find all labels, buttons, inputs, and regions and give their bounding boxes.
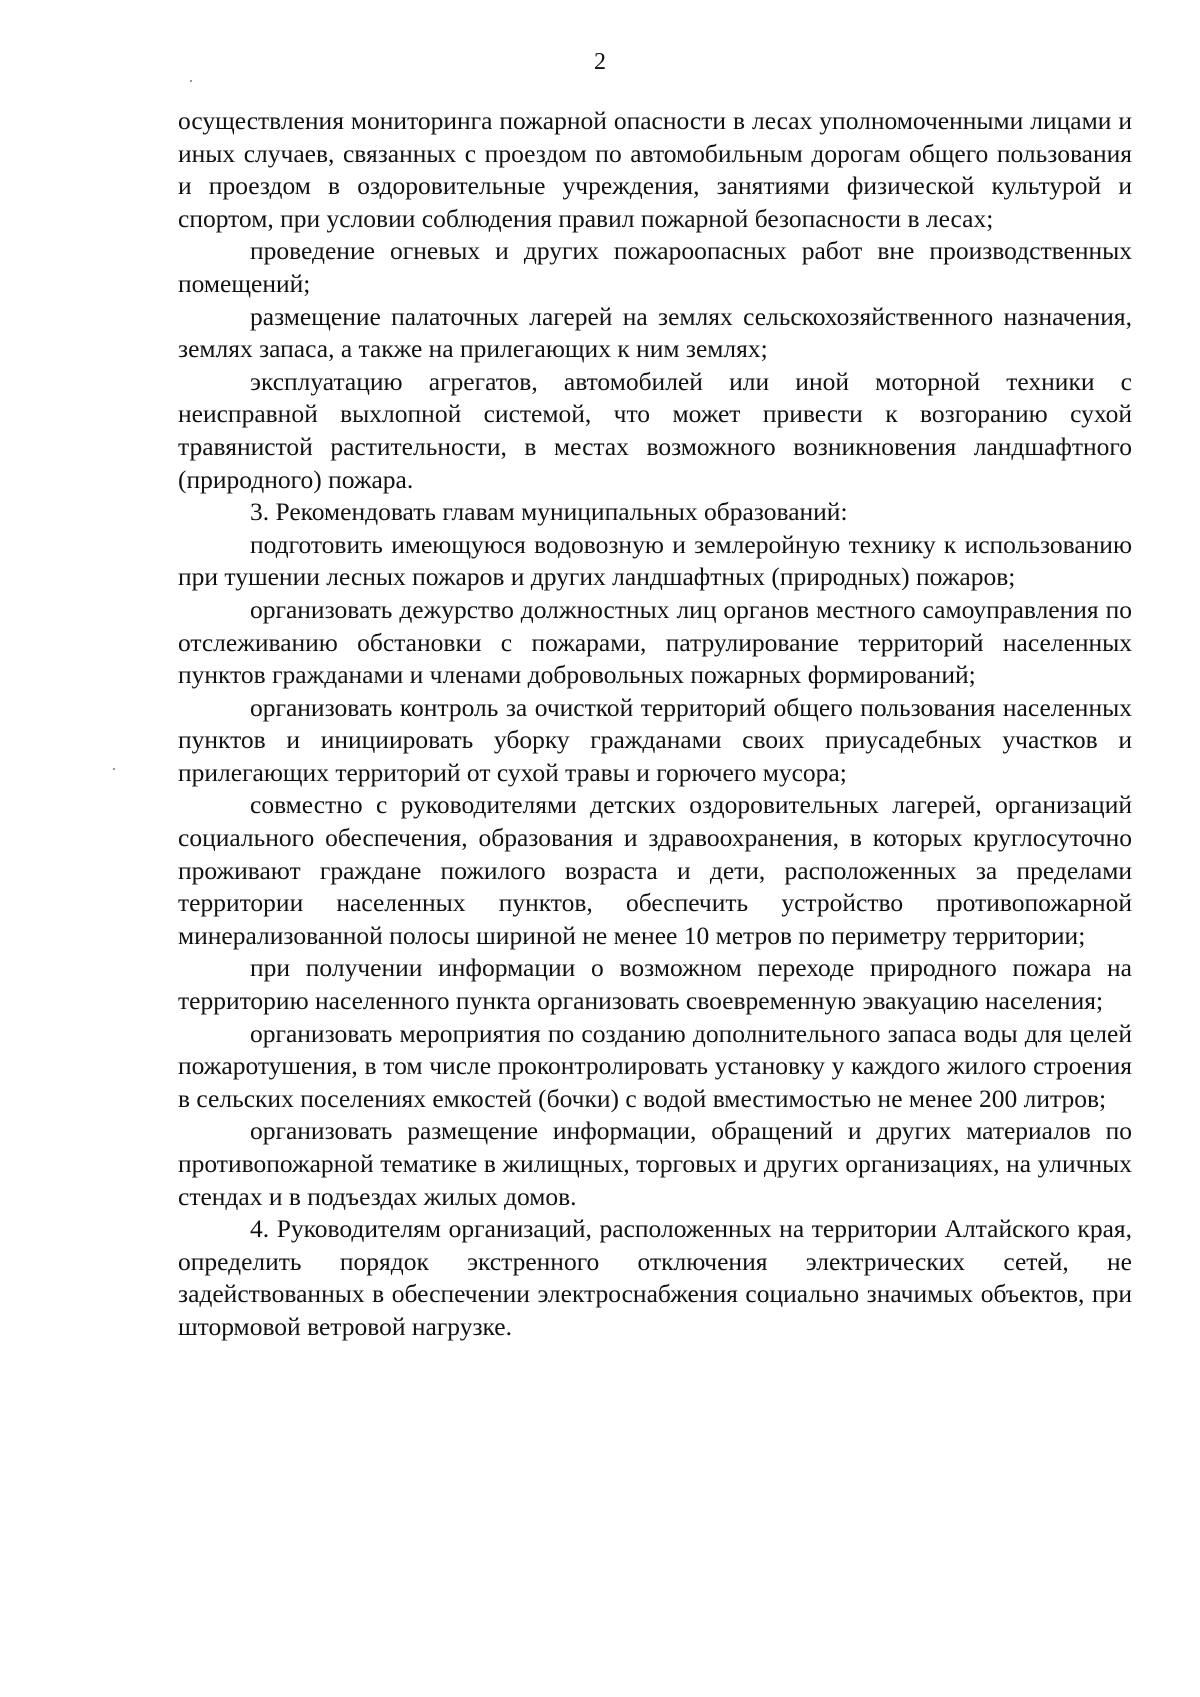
document-body (178, 105, 1132, 1344)
paragraph: организовать дежурство должностных лиц органов местного самоуправления по отслеживанию обстановки с пожарами, патрулирование территорий населенных пунктов гражданами и членами добровольных пожарных формирований; (178, 594, 1132, 690)
scan-speck (190, 80, 192, 82)
paragraph: организовать мероприятия по созданию дополнительного запаса воды для целей пожаротушения, в том числе проконтролировать установку у каждого жилого строения в сельских поселениях емкостей (бочки) с водой вместимостью не менее 200 литров; (178, 1018, 1132, 1113)
paragraph: размещение палаточных лагерей на землях сельскохозяйственного назначения, землях запаса, а также на прилегающих к ним землях; (178, 301, 1132, 364)
scan-speck (113, 768, 115, 770)
paragraph: организовать размещение информации, обращений и других материалов по противопожарной тематике в жилищных, торговых и других организациях, на уличных стендах и в подъездах жилых домов. (178, 1116, 1132, 1211)
paragraph: организовать контроль за очисткой территорий общего пользования населенных пунктов и инициировать уборку гражданами своих приусадебных участков и прилегающих территорий от сухой травы и горючего мусора; (178, 692, 1132, 787)
paragraph: при получении информации о возможном переходе природного пожара на территорию населенного пункта организовать своевременную эвакуацию населения; (178, 953, 1132, 1016)
paragraph: совместно с руководителями детских оздоровительных лагерей, организаций социального обеспечения, образования и здравоохранения, в которых круглосуточно проживают граждане пожилого возраста и дети, расположенных за пределами территории населенных пунктов, обеспечить устройство противопожарной минерализованной полосы шириной не менее 10 метров по периметру территории; (178, 790, 1132, 950)
paragraph-continuation: осуществления мониторинга пожарной опасности в лесах уполномоченными лицами и иных случаев, связанных с проездом по автомобильным дорогам общего пользования и проездом в оздоровительные учреждения, занятиями физической культурой и спортом, при условии соблюдения правил пожарной безопасности в лесах; (178, 106, 1132, 233)
paragraph: проведение огневых и других пожароопасных работ вне производственных помещений; (178, 236, 1132, 298)
section-paragraph-4: 4. Руководителям организаций, расположенных на территории Алтайского края, определить порядок экстренного отключения электрических сетей, не задействованных в обеспечении электроснабжения социально значимых объектов, при штормовой ветровой нагрузке. (178, 1214, 1132, 1341)
paragraph: эксплуатацию агрегатов, автомобилей или иной моторной техники с неисправной выхлопной системой, что может привести к возгоранию сухой травянистой растительности, в местах возможного возникновения ландшафтного (природного) пожара. (178, 366, 1132, 494)
section-heading-3: 3. Рекомендовать главам муниципальных образований: (250, 497, 848, 527)
paragraph: подготовить имеющуюся водовозную и землеройную технику к использованию при тушении лесных пожаров и других ландшафтных (природных) пожаров; (178, 529, 1132, 592)
page-number: 2 (594, 49, 606, 75)
